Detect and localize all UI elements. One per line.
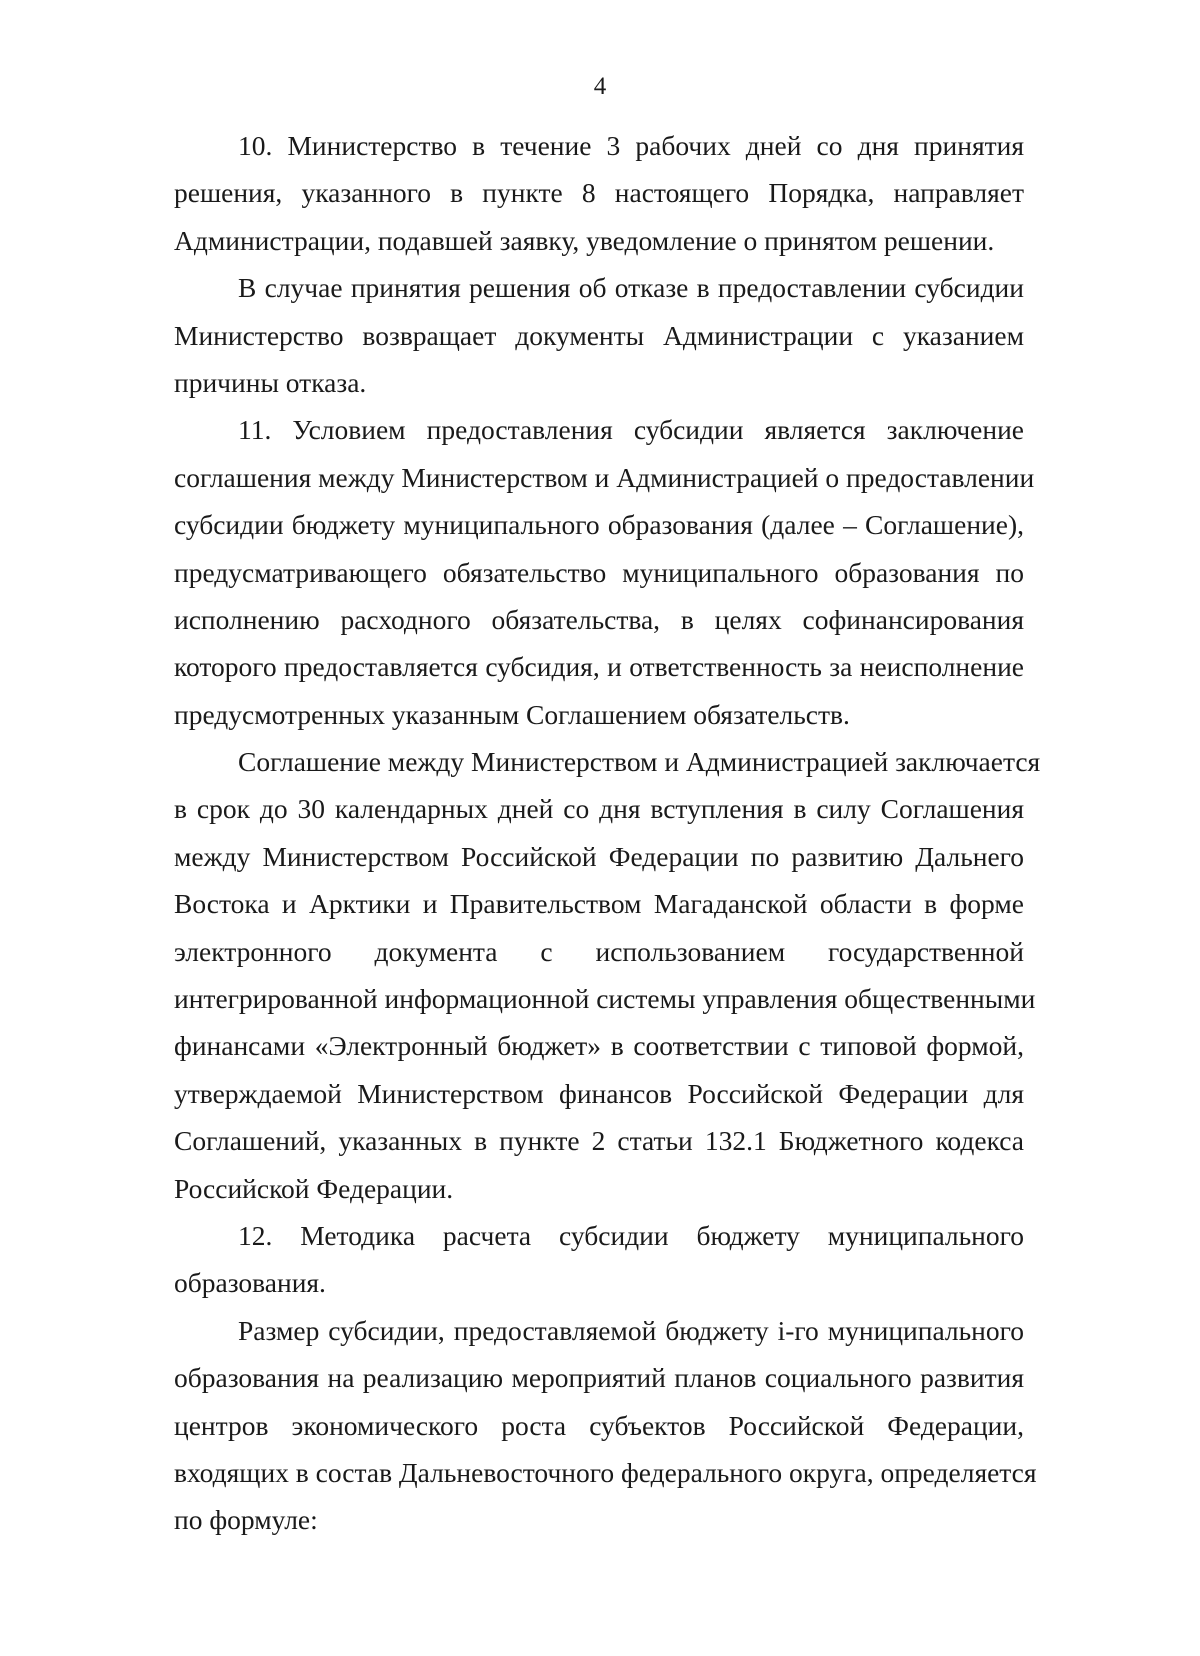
text-line: которого предоставляется субсидия, и ответственность за неисполнение: [174, 651, 1024, 683]
text-line: образования.: [174, 1267, 326, 1299]
text-line: исполнению расходного обязательства, в целях софинансирования: [174, 603, 1024, 635]
text-line: электронного документа с использованием государственной: [174, 935, 1024, 967]
text-line: решения, указанного в пункте 8 настоящего Порядка, направляет: [174, 177, 1024, 209]
text-line: образования на реализацию мероприятий планов социального развития: [174, 1362, 1024, 1394]
document-body: [174, 122, 1041, 1544]
text-line: по формуле:: [174, 1504, 318, 1536]
text-line: 10. Министерство в течение 3 рабочих дней со дня принятия: [238, 130, 1024, 161]
text-line: Администрации, подавшей заявку, уведомление о принятом решении.: [174, 224, 995, 256]
page-number: 4: [593, 73, 607, 100]
text-line: Соглашений, указанных в пункте 2 статьи 132.1 Бюджетного кодекса: [174, 1125, 1024, 1157]
text-line: в срок до 30 календарных дней со дня вступления в силу Соглашения: [174, 793, 1024, 825]
text-line: входящих в состав Дальневосточного федерального округа, определяется: [174, 1456, 1037, 1488]
text-line: причины отказа.: [174, 366, 367, 398]
text-line: предусматривающего обязательство муниципального образования по: [174, 556, 1024, 588]
text-line: Востока и Арктики и Правительством Магаданской области в форме: [174, 888, 1024, 920]
text-line: Российской Федерации.: [174, 1172, 454, 1204]
text-line: 12. Методика расчета субсидии бюджету муниципального: [238, 1219, 1024, 1251]
text-line: соглашения между Министерством и Администрацией о предоставлении: [174, 461, 1035, 493]
text-line: центров экономического роста субъектов Российской Федерации,: [174, 1409, 1024, 1441]
text-line: между Министерством Российской Федерации по развитию Дальнего: [174, 840, 1024, 872]
text-line: финансами «Электронный бюджет» в соответствии с типовой формой,: [174, 1030, 1024, 1062]
text-line: утверждаемой Министерством финансов Российской Федерации для: [174, 1077, 1024, 1109]
text-line: субсидии бюджету муниципального образования (далее – Соглашение),: [174, 509, 1024, 541]
text-line: 11. Условием предоставления субсидии является заключение: [238, 414, 1024, 446]
text-line: интегрированной информационной системы управления общественными: [174, 983, 1036, 1015]
text-line: Министерство возвращает документы Администрации с указанием: [174, 319, 1024, 351]
text-line: предусмотренных указанным Соглашением обязательств.: [174, 698, 850, 730]
text-line: Размер субсидии, предоставляемой бюджету i-го муниципального: [238, 1314, 1024, 1346]
text-line: В случае принятия решения об отказе в предоставлении субсидии: [238, 272, 1024, 304]
text-line: Соглашение между Министерством и Администрацией заключается: [238, 746, 1041, 778]
